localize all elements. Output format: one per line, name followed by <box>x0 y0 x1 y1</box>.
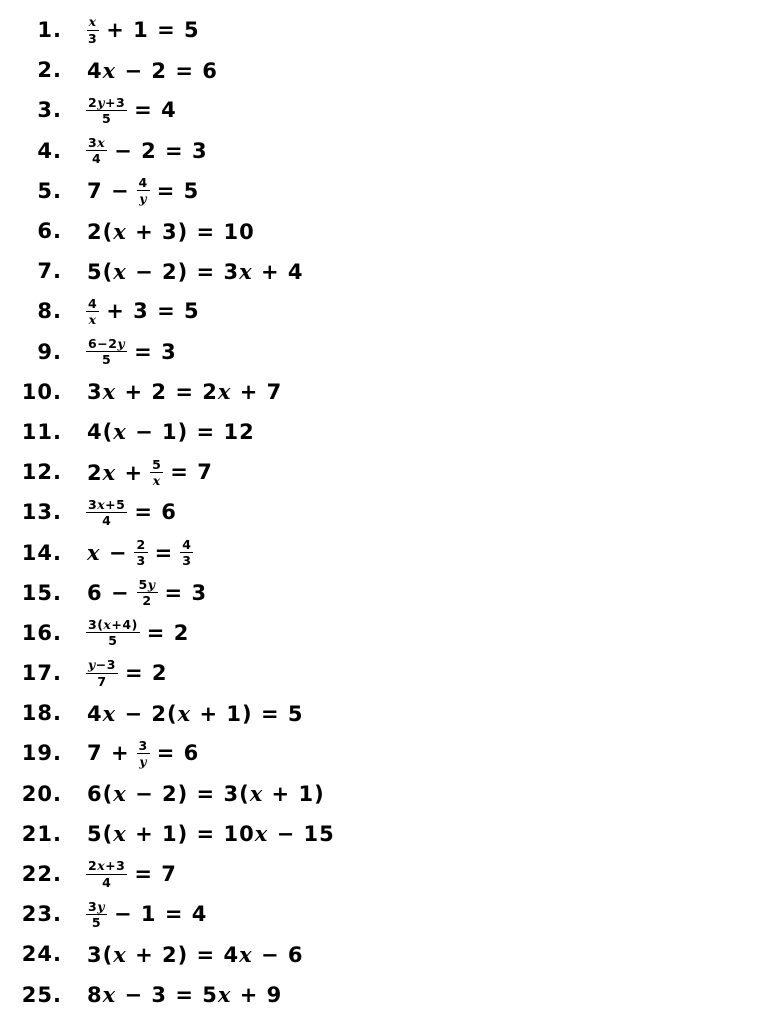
fraction-denominator: x <box>152 472 161 488</box>
fraction-numerator: 3(x+4) <box>88 617 138 633</box>
equation-text: x − <box>87 540 128 566</box>
problem-number: 7. <box>37 259 62 284</box>
problem-row <box>0 894 768 934</box>
problem-row <box>0 291 768 331</box>
problem-number: 10. <box>21 379 62 404</box>
fraction-denominator: 2 <box>142 593 152 609</box>
equation-text: 4x − 2(x + 1) = 5 <box>87 700 304 726</box>
fraction-denominator: x <box>88 311 97 327</box>
fraction <box>180 538 193 567</box>
fraction-denominator: 5 <box>91 914 102 930</box>
problem-number: 21. <box>21 821 62 846</box>
equation-text: = 6 <box>156 741 200 766</box>
fraction-numerator: 3y <box>88 898 105 914</box>
equation-text: = <box>154 540 174 565</box>
fraction-denominator: 3 <box>136 553 146 569</box>
equation-text: 2x + <box>87 459 144 485</box>
equation <box>83 900 211 929</box>
equation-text: 3(x + 2) = 4x − 6 <box>87 941 304 967</box>
equation <box>83 982 286 1007</box>
fraction-numerator: 5y <box>138 577 156 593</box>
problem-number: 16. <box>21 620 62 645</box>
equation-text: 6(x − 2) = 3(x + 1) <box>87 781 325 807</box>
problem-row <box>0 452 768 492</box>
problem-number: 23. <box>21 902 62 927</box>
problem-row <box>0 412 768 452</box>
fraction-numerator: 3x <box>88 135 106 151</box>
problem-row <box>0 733 768 773</box>
equation-text: = 5 <box>156 178 200 203</box>
equation <box>83 58 222 83</box>
problem-number: 3. <box>37 98 62 123</box>
equation <box>83 658 172 687</box>
problem-number: 13. <box>21 500 62 525</box>
fraction <box>137 176 150 205</box>
problem-row <box>0 653 768 693</box>
problem-row <box>0 131 768 171</box>
problem-number: 14. <box>21 540 62 565</box>
problem-row <box>0 211 768 251</box>
problem-number: 6. <box>37 219 62 244</box>
equation <box>83 419 259 444</box>
fraction-numerator: 3x+5 <box>88 496 126 512</box>
fraction <box>86 337 127 366</box>
equation-text: + 1 = 5 <box>106 18 200 43</box>
equation-text: = 6 <box>134 500 177 525</box>
fraction <box>86 900 107 929</box>
equation-text: 5(x − 2) = 3x + 4 <box>87 258 304 284</box>
equation-text: 4(x − 1) = 12 <box>87 419 255 445</box>
fraction <box>86 498 127 527</box>
equation-text: = 2 <box>146 620 190 645</box>
problem-number: 17. <box>21 661 62 686</box>
problem-number: 19. <box>21 741 62 766</box>
problem-row <box>0 372 768 412</box>
equation-text: + 3 = 5 <box>106 299 200 324</box>
equation-text: = 7 <box>170 460 213 485</box>
fraction-numerator: 2y+3 <box>88 94 126 110</box>
equation <box>83 458 217 487</box>
problem-number: 11. <box>21 419 62 444</box>
problem-number: 18. <box>21 701 62 726</box>
equation-text: 7 + <box>87 741 130 766</box>
problem-row <box>0 814 768 854</box>
equation <box>83 618 193 647</box>
equation <box>83 259 307 284</box>
fraction-denominator: 5 <box>101 110 112 126</box>
equation-text: = 3 <box>164 580 208 605</box>
equation-text: 6 − <box>87 580 130 605</box>
equation-text: = 2 <box>124 661 168 686</box>
problem-number: 4. <box>37 138 62 163</box>
fraction-numerator: 2 <box>136 536 146 552</box>
equation-text: = 3 <box>134 339 177 364</box>
problem-row <box>0 573 768 613</box>
fraction-numerator: 3 <box>138 737 148 753</box>
problem-number: 25. <box>21 982 62 1007</box>
fraction-denominator: 5 <box>101 352 112 368</box>
fraction <box>86 859 127 888</box>
equation <box>83 942 307 967</box>
fraction-denominator: 5 <box>108 633 118 649</box>
equation <box>83 297 204 326</box>
fraction-numerator: y−3 <box>88 657 116 673</box>
problem-number: 8. <box>37 299 62 324</box>
problem-number: 2. <box>37 58 62 83</box>
fraction-denominator: 3 <box>88 30 98 46</box>
equation-text: − 1 = 4 <box>113 902 208 927</box>
fraction <box>86 96 127 125</box>
problem-row <box>0 50 768 90</box>
equation-text: 5(x + 1) = 10x − 15 <box>87 821 335 847</box>
fraction-numerator: x <box>88 14 97 30</box>
fraction-numerator: 5 <box>152 456 162 472</box>
problem-number: 22. <box>21 862 62 887</box>
fraction <box>86 15 99 44</box>
fraction <box>86 658 118 687</box>
equation <box>83 379 286 404</box>
equation <box>83 176 203 205</box>
equation <box>83 859 181 888</box>
equation <box>83 701 307 726</box>
problem-row <box>0 854 768 894</box>
fraction <box>150 458 163 487</box>
fraction-denominator: y <box>139 191 148 207</box>
problem-number: 12. <box>21 460 62 485</box>
fraction <box>137 739 150 768</box>
problem-row <box>0 693 768 733</box>
fraction <box>134 538 147 567</box>
fraction-denominator: 4 <box>102 874 112 890</box>
equation <box>83 821 339 846</box>
equation <box>83 498 181 527</box>
problem-number: 15. <box>21 580 62 605</box>
fraction-numerator: 2x+3 <box>88 858 126 874</box>
equation <box>83 739 203 768</box>
equation-text: 4x − 2 = 6 <box>87 57 218 83</box>
fraction-numerator: 6−2y <box>88 335 126 351</box>
fraction-numerator: 4 <box>138 175 148 191</box>
equation-text: 2(x + 3) = 10 <box>87 218 255 244</box>
fraction-denominator: y <box>139 753 148 769</box>
equation <box>83 15 204 44</box>
equation-text: 7 − <box>87 178 130 203</box>
problem-row <box>0 332 768 372</box>
fraction <box>137 578 158 607</box>
equation-text: 3x + 2 = 2x + 7 <box>87 379 283 405</box>
equation <box>83 538 196 567</box>
problem-row <box>0 532 768 572</box>
fraction-numerator: 4 <box>88 295 98 311</box>
problem-row <box>0 10 768 50</box>
problem-number: 20. <box>21 781 62 806</box>
problem-row <box>0 975 768 1015</box>
fraction-denominator: 7 <box>97 673 107 689</box>
problem-number: 5. <box>37 178 62 203</box>
problem-sheet <box>0 10 768 1015</box>
equation-text: 8x − 3 = 5x + 9 <box>87 982 283 1008</box>
fraction-denominator: 3 <box>182 553 192 569</box>
equation <box>83 781 329 806</box>
problem-row <box>0 251 768 291</box>
fraction-numerator: 4 <box>182 536 192 552</box>
fraction-denominator: 4 <box>91 151 102 167</box>
problem-row <box>0 90 768 130</box>
problem-row <box>0 934 768 974</box>
equation <box>83 337 181 366</box>
equation <box>83 96 181 125</box>
equation <box>83 219 259 244</box>
fraction <box>86 136 107 165</box>
equation-text: = 7 <box>134 862 177 887</box>
problem-number: 9. <box>37 339 62 364</box>
fraction <box>86 297 99 326</box>
equation <box>83 578 211 607</box>
problem-row <box>0 774 768 814</box>
problem-row <box>0 492 768 532</box>
equation <box>83 136 212 165</box>
fraction-denominator: 4 <box>102 512 112 528</box>
problem-number: 1. <box>37 18 62 43</box>
problem-row <box>0 613 768 653</box>
fraction <box>86 618 140 647</box>
problem-number: 24. <box>21 942 62 967</box>
equation-text: = 4 <box>134 98 177 123</box>
problem-row <box>0 171 768 211</box>
equation-text: − 2 = 3 <box>114 138 208 163</box>
